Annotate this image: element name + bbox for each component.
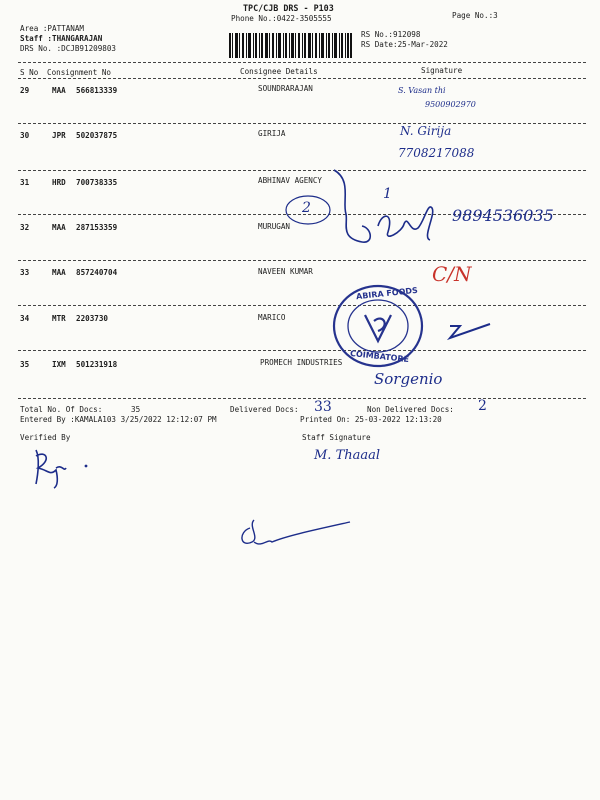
entered-by: Entered By :KAMALA103 3/25/2022 12:12:07 PM xyxy=(20,415,217,424)
drs-number: DRS No. :DCJB91209803 xyxy=(20,44,117,53)
tick-mark-34 xyxy=(446,320,496,342)
handwritten-sig-35: Sorgenio xyxy=(374,370,443,388)
row-code: MAA xyxy=(52,223,66,232)
row-consignee: MARICO xyxy=(258,313,286,322)
handwritten-mark-2: 2 xyxy=(302,200,311,216)
rs-date: RS Date:25-Mar-2022 xyxy=(361,40,448,49)
total-docs-value: 35 xyxy=(131,405,141,414)
staff-field: Staff :THANGARAJAN xyxy=(20,34,103,43)
row-code: MAA xyxy=(52,86,66,95)
stamp-top-text: ABIRA FOODS xyxy=(355,285,419,302)
phone-number: Phone No.:0422-3505555 xyxy=(231,14,332,23)
row-divider xyxy=(18,305,586,306)
row-consignee: PROMECH INDUSTRIES xyxy=(260,358,343,367)
non-delivered-docs-value: 2 xyxy=(478,398,487,414)
verified-by-label: Verified By xyxy=(20,433,71,442)
row-consignment: 502037875 xyxy=(76,131,118,140)
row-sno: 33 xyxy=(20,268,30,277)
handwritten-name-30: N. Girija xyxy=(400,124,452,138)
bottom-signature xyxy=(234,514,354,554)
company-stamp xyxy=(330,283,426,369)
header-rule xyxy=(18,78,586,79)
scribble-signature-31-32 xyxy=(282,162,452,268)
handwritten-phone-30: 7708217088 xyxy=(398,146,475,160)
row-consignment: 857240704 xyxy=(76,268,118,277)
handwritten-name-29: S. Vasan thi xyxy=(398,86,446,95)
row-sno: 29 xyxy=(20,86,30,95)
row-consignment: 700738335 xyxy=(76,178,118,187)
row-sno: 30 xyxy=(20,131,30,140)
verified-signature xyxy=(28,446,98,490)
rs-number: RS No.:912098 xyxy=(361,30,421,39)
staff-signature: M. Thaaal xyxy=(314,448,381,463)
barcode xyxy=(229,33,352,58)
col-consignee: Consignee Details xyxy=(240,67,318,76)
handwritten-phone-32: 9894536035 xyxy=(452,206,554,225)
row-code: MTR xyxy=(52,314,66,323)
delivered-docs-label: Delivered Docs: xyxy=(230,405,299,414)
row-consignment: 501231918 xyxy=(76,360,118,369)
staff-signature-label: Staff Signature xyxy=(302,433,371,442)
printed-on: Printed On: 25-03-2022 12:13:20 xyxy=(300,415,442,424)
total-docs-label: Total No. Of Docs: xyxy=(20,405,103,414)
row-consignee: NAVEEN KUMAR xyxy=(258,267,313,276)
row-code: JPR xyxy=(52,131,66,140)
handwritten-cn-mark: C/N xyxy=(432,262,472,286)
stamp-bottom-text: COIMBATORE xyxy=(349,348,410,365)
col-sno: S No xyxy=(20,68,39,77)
non-delivered-docs-label: Non Delivered Docs: xyxy=(367,405,454,414)
row-consignment: 566813339 xyxy=(76,86,118,95)
row-sno: 31 xyxy=(20,178,30,187)
row-consignment: 287153359 xyxy=(76,223,118,232)
row-sno: 32 xyxy=(20,223,30,232)
row-consignee: GIRIJA xyxy=(258,129,286,138)
row-consignment: 2203730 xyxy=(76,314,109,323)
row-consignee: SOUNDRARAJAN xyxy=(258,84,313,93)
handwritten-phone-29: 9500902970 xyxy=(425,100,476,109)
area-field: Area :PATTANAM xyxy=(20,24,85,33)
row-divider xyxy=(18,398,586,399)
row-consignee: ABHINAV AGENCY xyxy=(258,176,323,185)
row-divider xyxy=(18,123,586,124)
page-number: Page No.:3 xyxy=(452,11,498,20)
handwritten-mark-1: 1 xyxy=(383,186,392,202)
row-sno: 34 xyxy=(20,314,30,323)
delivered-docs-value: 33 xyxy=(314,399,332,415)
col-consignment: Consignment No xyxy=(47,68,112,77)
row-consignee: MURUGAN xyxy=(258,222,291,231)
row-sno: 35 xyxy=(20,360,30,369)
row-divider xyxy=(18,350,586,351)
row-code: HRD xyxy=(52,178,66,187)
row-code: IXM xyxy=(52,360,66,369)
header-rule xyxy=(18,62,586,63)
col-signature: Signature xyxy=(421,66,463,75)
document-title: TPC/CJB DRS - P103 xyxy=(243,3,334,13)
row-code: MAA xyxy=(52,268,66,277)
